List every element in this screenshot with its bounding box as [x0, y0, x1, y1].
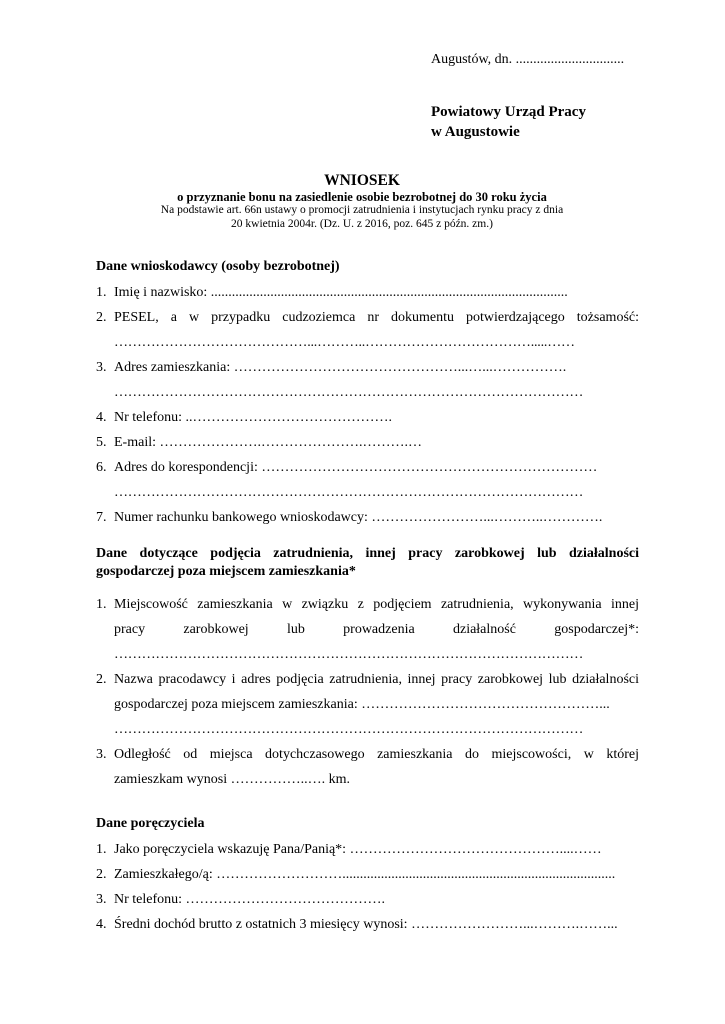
item-number: 1. [96, 597, 107, 612]
field-label: Numer rachunku bankowego wnioskodawcy: ……………………...………..…………. [114, 510, 603, 525]
date-line: Augustów, dn. ............................... [431, 52, 625, 67]
field-name[interactable] [96, 280, 639, 305]
document-title: WNIOSEK [324, 172, 400, 189]
field-label: Odległość od miejsca dotychczasowego zamieszkania do miejscowości, w której [114, 747, 639, 762]
field-correspondence-address[interactable] [96, 455, 639, 505]
item-number: 1. [96, 285, 107, 300]
field-guarantor-phone[interactable] [96, 887, 639, 912]
field-label: E-mail: ………………….………………….……….… [114, 435, 422, 450]
item-number: 6. [96, 460, 107, 475]
field-bank-account[interactable] [96, 505, 639, 530]
field-fill-line: ………………………………………………………………………………………… [114, 722, 584, 737]
legal-basis-line1: Na podstawie art. 66n ustawy o promocji zatrudnienia i instytucjach rynku pracy z dnia [160, 204, 564, 216]
item-number: 4. [96, 917, 107, 932]
field-label: Jako poręczyciela wskazuję Pana/Panią*: ………………………………………....…… [114, 842, 602, 857]
field-label: Adres do korespondencji: ……………………………………………………………… [114, 460, 598, 475]
item-number: 1. [96, 842, 107, 857]
item-number: 2. [96, 310, 107, 325]
field-label-cont: gospodarczej poza miejscem zamieszkania: ……………………………………………... [114, 697, 610, 712]
item-number: 3. [96, 747, 107, 762]
item-number: 2. [96, 672, 107, 687]
item-number: 2. [96, 867, 107, 882]
field-label: Imię i nazwisko: ...................................................................................................... [114, 285, 568, 300]
item-number: 7. [96, 510, 107, 525]
field-fill-line: ………………………………………………………………………………………… [114, 485, 584, 500]
section-guarantor-heading: Dane poręczyciela [96, 816, 205, 831]
field-label: Miejscowość zamieszkania w związku z podjęciem zatrudnienia, wykonywania innej [114, 597, 639, 612]
document-subtitle: o przyznanie bonu na zasiedlenie osobie bezrobotnej do 30 roku życia [177, 190, 547, 204]
field-label: Zamieszkałego/ą: ……………………….............................................................................. [114, 867, 616, 882]
field-address[interactable] [96, 355, 639, 405]
office-name: Powiatowy Urząd Pracy [431, 104, 586, 120]
section-applicant-heading: Dane wnioskodawcy (osoby bezrobotnej) [96, 259, 340, 274]
field-guarantor-income[interactable] [96, 912, 639, 937]
field-label: Adres zamieszkania: …………………………………………...…...……………. [114, 360, 567, 375]
field-label-cont: zamieszkam wynosi ……………..…. km. [114, 772, 351, 787]
field-distance[interactable] [96, 742, 639, 792]
field-label: Nazwa pracodawcy i adres podjęcia zatrudnienia, innej pracy zarobkowej lub działalności [114, 672, 639, 687]
field-fill-line: ………………………………………………………………………………………… [114, 647, 584, 662]
field-employer[interactable] [96, 667, 639, 742]
field-fill-line: ……………………………………...………..……………………………….....…… [114, 335, 575, 350]
item-number: 5. [96, 435, 107, 450]
field-guarantor-name[interactable] [96, 837, 639, 862]
item-number: 3. [96, 892, 107, 907]
item-number: 3. [96, 360, 107, 375]
field-fill-line: ………………………………………………………………………………………… [114, 385, 584, 400]
field-label: Nr telefonu: ……………………………………. [114, 892, 386, 907]
title-block [62, 172, 662, 231]
field-email[interactable] [96, 430, 639, 455]
item-number: 4. [96, 410, 107, 425]
field-guarantor-address[interactable] [96, 862, 639, 887]
field-label: PESEL, a w przypadku cudzoziemca nr dokumentu potwierdzającego tożsamość: [114, 310, 639, 325]
field-pesel[interactable] [96, 305, 639, 355]
field-new-residence[interactable] [96, 592, 639, 667]
field-label-cont: pracy zarobkowej lub prowadzenia działalność gospodarczej*: [114, 622, 639, 637]
field-label: Średni dochód brutto z ostatnich 3 miesięcy wynosi: ……………………...……….……... [114, 917, 618, 932]
office-city: w Augustowie [431, 124, 520, 140]
legal-basis-line2: 20 kwietnia 2004r. (Dz. U. z 2016, poz. 645 z późn. zm.) [231, 217, 493, 230]
field-label: Nr telefonu: ..……………………………………. [114, 410, 393, 425]
field-phone[interactable] [96, 405, 639, 430]
office-address [431, 102, 586, 142]
section-employment-heading: Dane dotyczące podjęcia zatrudnienia, innej pracy zarobkowej lub działalności gospodarczej poza miejscem zamieszkania* [96, 546, 639, 579]
